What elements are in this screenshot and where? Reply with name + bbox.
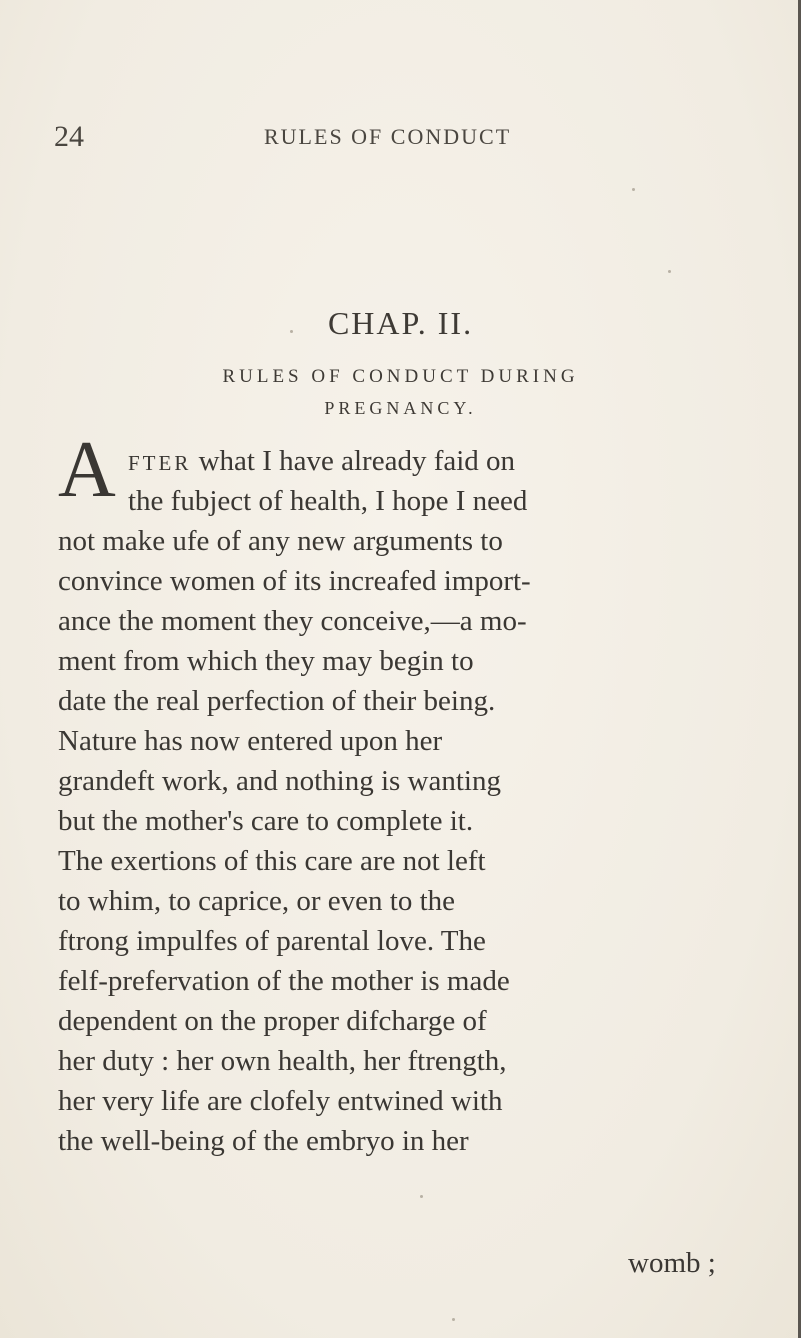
text-line: convince women of its increafed import- [58,565,531,597]
running-title: RULES OF CONDUCT [264,124,512,149]
text-line: ment from which they may begin to [58,645,474,677]
text-line: ftrong impulfes of parental love. The [58,925,486,957]
text-line: the fubject of health, I hope I need [128,485,528,517]
chapter-heading: CHAP. II. [327,305,474,341]
running-head [54,120,754,160]
chapter-title-line-1: RULES OF CONDUCT DURING [222,366,579,387]
text-line: felf-prefervation of the mother is made [58,965,510,997]
paper-speck [668,270,671,273]
text-line: not make ufe of any new arguments to [58,525,503,557]
text-line: to whim, to caprice, or even to the [58,885,456,917]
text-line: The exertions of this care are not left [58,845,486,877]
drop-cap: A [58,426,116,514]
first-word-small-caps: FTER [128,451,192,475]
text-line: Nature has now entered upon her [58,725,443,757]
text-line: grandeft work, and nothing is wanting [58,765,501,797]
paper-speck [420,1195,423,1198]
chapter-title-line-2: PREGNANCY. [324,398,477,418]
text-line: dependent on the proper difcharge of [58,1005,487,1037]
catchword: womb ; [628,1247,716,1279]
text-line: date the real perfection of their being. [58,685,496,717]
paper-speck [452,1318,455,1321]
text-line: ance the moment they conceive,—a mo- [58,605,527,637]
text-line: the well-being of the embryo in her [58,1125,469,1157]
paper-speck [290,330,293,333]
text-line: but the mother's care to complete it. [58,805,474,837]
text-line: her very life are clofely entwined with [58,1085,503,1117]
text-line-rest: what I have already faid on [191,445,516,477]
paper-speck [632,188,635,191]
page-number: 24 [54,120,84,153]
text-line [128,441,778,483]
text-line: her duty : her own health, her ftrength, [58,1045,507,1077]
